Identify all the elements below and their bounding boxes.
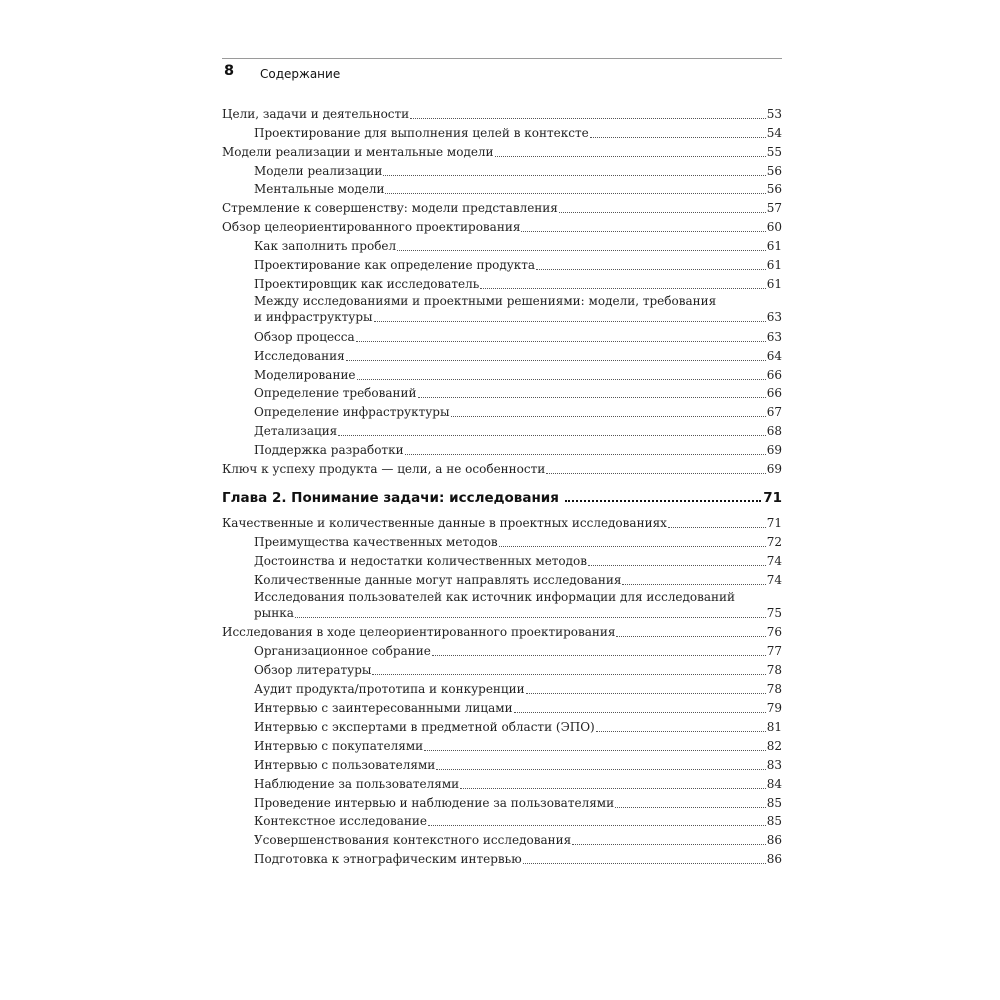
toc-entry[interactable]: [222, 698, 782, 717]
toc-entry-label: Проведение интервью и наблюдение за пользователями: [254, 795, 615, 810]
leader-dots: [615, 806, 766, 808]
toc-entry-page: 63: [766, 309, 782, 324]
leader-dots: [514, 711, 766, 713]
leader-dots: [432, 654, 766, 656]
toc-entry-label: Как заполнить пробел: [254, 239, 397, 254]
toc-entry-label: Детализация: [254, 424, 338, 439]
toc-entry-page: 55: [766, 144, 782, 159]
toc-entry[interactable]: [222, 793, 782, 812]
toc-entry-label: Ключ к успеху продукта — цели, а не особенности: [222, 462, 546, 477]
toc-entry-label: Исследования в ходе целеориентированного проектирования: [222, 625, 616, 640]
toc-entry[interactable]: [222, 812, 782, 831]
toc-entry[interactable]: [222, 736, 782, 755]
leader-dots: [410, 117, 766, 119]
toc-entry[interactable]: [222, 293, 782, 327]
leader-dots: [356, 340, 766, 342]
leader-dots: [424, 749, 766, 751]
leader-dots: [526, 692, 766, 694]
toc-entry-label: Цели, задачи и деятельности: [222, 106, 410, 121]
toc-entry[interactable]: [222, 717, 782, 736]
toc-entry[interactable]: [222, 384, 782, 403]
toc-entry-page: 66: [766, 367, 782, 382]
toc-section-2: [222, 513, 782, 868]
toc-entry-page: 72: [766, 534, 782, 549]
toc-entry-label: Количественные данные могут направлять исследования: [254, 572, 622, 587]
toc-entry-page: 78: [766, 682, 782, 697]
toc-entry-page: 76: [766, 625, 782, 640]
toc-entry[interactable]: [222, 755, 782, 774]
toc-entry-label: Проектирование как определение продукта: [254, 258, 536, 273]
toc-section-1: [222, 104, 782, 478]
toc-entry-label: Поддержка разработки: [254, 443, 404, 458]
running-header: [222, 58, 782, 83]
toc-entry[interactable]: [222, 849, 782, 868]
toc-entry-label: Интервью с покупателями: [254, 738, 424, 753]
toc-entry-label: Исследования пользователей как источник информации для исследований: [254, 589, 736, 604]
toc-entry-label: Контекстное исследование: [254, 814, 428, 829]
leader-dots: [536, 268, 766, 270]
toc-entry[interactable]: [222, 180, 782, 199]
toc-entry-label: Наблюдение за пользователями: [254, 776, 460, 791]
toc-entry-label: Обзор процесса: [254, 329, 355, 344]
toc-entry-page: 84: [766, 776, 782, 791]
toc-entry[interactable]: [222, 142, 782, 161]
leader-dots: [588, 564, 766, 566]
toc-entry-page: 61: [766, 258, 782, 273]
toc-entry-page: 85: [766, 814, 782, 829]
toc-entry[interactable]: [222, 513, 782, 532]
toc-entry-label: Модели реализации: [254, 163, 383, 178]
leader-dots: [460, 787, 766, 789]
leader-dots: [499, 545, 766, 547]
toc-entry[interactable]: [222, 589, 782, 623]
toc-entry-page: 86: [766, 852, 782, 867]
toc-entry-label: Проектировщик как исследователь: [254, 276, 480, 291]
toc-entry-page: 67: [766, 405, 782, 420]
toc-entry[interactable]: [222, 104, 782, 123]
toc-entry[interactable]: [222, 327, 782, 346]
leader-dots: [521, 230, 765, 232]
toc-entry-page: 75: [766, 605, 782, 620]
toc-entry[interactable]: [222, 198, 782, 217]
toc-entry[interactable]: [222, 274, 782, 293]
toc-entry[interactable]: [222, 217, 782, 236]
leader-dots: [418, 396, 766, 398]
leader-dots: [668, 526, 766, 528]
toc-entry-label: Обзор литературы: [254, 663, 372, 678]
leader-dots: [451, 415, 766, 417]
leader-dots: [436, 768, 765, 770]
chapter-title: Глава 2. Понимание задачи: исследования: [222, 490, 559, 507]
toc-entry-label: Проектирование для выполнения целей в контексте: [254, 125, 589, 140]
leader-dots: [338, 434, 765, 436]
leader-dots: [572, 843, 766, 845]
toc-entry-label: Определение требований: [254, 386, 417, 401]
toc-entry-label: Достоинства и недостатки количественных методов: [254, 553, 588, 568]
toc-entry-label: Качественные и количественные данные в проектных исследованиях: [222, 515, 667, 530]
toc-entry-page: 77: [766, 644, 782, 659]
toc-entry-label: Интервью с экспертами в предметной области (ЭПО): [254, 719, 595, 734]
toc-entry[interactable]: [222, 641, 782, 660]
leader-dots: [357, 378, 766, 380]
toc-entry-label: Стремление к совершенству: модели представления: [222, 201, 558, 216]
toc-entry-page: 82: [766, 738, 782, 753]
toc-entry[interactable]: [222, 123, 782, 142]
toc-entry-page: 53: [766, 106, 782, 121]
leader-dots: [559, 211, 766, 213]
toc-entry-label: Определение инфраструктуры: [254, 405, 450, 420]
toc-entry[interactable]: [222, 570, 782, 589]
leader-dots: [405, 453, 766, 455]
toc-entry-page: 68: [766, 424, 782, 439]
toc-entry-label: Обзор целеориентированного проектирования: [222, 220, 521, 235]
toc-entry[interactable]: [222, 660, 782, 679]
toc-entry-label: Подготовка к этнографическим интервью: [254, 852, 522, 867]
toc-entry-label: Интервью с пользователями: [254, 757, 436, 772]
toc-entry[interactable]: [222, 679, 782, 698]
leader-dots: [480, 287, 765, 289]
leader-dots: [397, 249, 766, 251]
toc-entry-page: 61: [766, 276, 782, 291]
header-title: Содержание: [260, 67, 341, 81]
toc-entry-label: Между исследованиями и проектными решениями: модели, требования: [254, 293, 717, 308]
leader-dots: [374, 320, 766, 322]
toc-entry-page: 79: [766, 701, 782, 716]
toc-entry-label: Модели реализации и ментальные модели: [222, 144, 494, 159]
toc-entry-label: Аудит продукта/прототипа и конкуренции: [254, 682, 525, 697]
toc-entry-label: Исследования: [254, 348, 345, 363]
toc-entry-page: 69: [766, 462, 782, 477]
table-of-contents: [222, 104, 782, 868]
toc-entry-page: 71: [766, 515, 782, 530]
toc-entry[interactable]: [222, 830, 782, 849]
toc-entry-page: 60: [766, 220, 782, 235]
toc-entry[interactable]: [222, 551, 782, 570]
toc-entry-page: 56: [766, 163, 782, 178]
toc-entry-label: Преимущества качественных методов: [254, 534, 498, 549]
toc-entry[interactable]: [222, 402, 782, 421]
toc-entry[interactable]: [222, 774, 782, 793]
toc-entry[interactable]: [222, 346, 782, 365]
toc-entry-page: 63: [766, 329, 782, 344]
chapter-leader-dots: [565, 500, 761, 502]
toc-entry-label: Организационное собрание: [254, 644, 431, 659]
toc-entry-label: Ментальные модели: [254, 182, 385, 197]
leader-dots: [372, 673, 765, 675]
page-number: 8: [224, 63, 235, 79]
toc-entry[interactable]: [222, 459, 782, 478]
toc-entry-page: 85: [766, 795, 782, 810]
toc-entry-page: 54: [766, 125, 782, 140]
leader-dots: [622, 583, 765, 585]
toc-entry-label-cont: рынка: [254, 605, 294, 620]
toc-entry[interactable]: [222, 421, 782, 440]
toc-entry-page: 61: [766, 239, 782, 254]
toc-entry-page: 56: [766, 182, 782, 197]
leader-dots: [383, 174, 765, 176]
toc-entry[interactable]: [222, 255, 782, 274]
book-page: [222, 58, 782, 867]
toc-entry-page: 83: [766, 757, 782, 772]
toc-entry-page: 66: [766, 386, 782, 401]
toc-entry-page: 74: [766, 553, 782, 568]
toc-entry-page: 57: [766, 201, 782, 216]
leader-dots: [616, 635, 765, 637]
toc-entry-label-cont: и инфраструктуры: [254, 309, 373, 324]
toc-entry[interactable]: [222, 440, 782, 459]
toc-entry-page: 81: [766, 719, 782, 734]
toc-entry[interactable]: [222, 161, 782, 180]
leader-dots: [385, 192, 765, 194]
toc-entry-label: Интервью с заинтересованными лицами: [254, 701, 513, 716]
toc-entry-page: 64: [766, 348, 782, 363]
leader-dots: [596, 730, 766, 732]
leader-dots: [523, 862, 766, 864]
leader-dots: [495, 155, 766, 157]
leader-dots: [295, 616, 766, 618]
toc-entry-page: 69: [766, 443, 782, 458]
toc-entry[interactable]: [222, 532, 782, 551]
leader-dots: [546, 472, 765, 474]
toc-entry-page: 74: [766, 572, 782, 587]
toc-entry-page: 86: [766, 833, 782, 848]
toc-entry-page: 78: [766, 663, 782, 678]
leader-dots: [346, 359, 766, 361]
leader-dots: [428, 824, 766, 826]
leader-dots: [590, 136, 766, 138]
toc-entry[interactable]: [222, 365, 782, 384]
chapter-heading[interactable]: [222, 486, 782, 506]
toc-entry-label: Усовершенствования контекстного исследования: [254, 833, 572, 848]
toc-entry[interactable]: [222, 236, 782, 255]
chapter-page: 71: [763, 490, 782, 507]
toc-entry[interactable]: [222, 623, 782, 642]
toc-entry-label: Моделирование: [254, 367, 356, 382]
